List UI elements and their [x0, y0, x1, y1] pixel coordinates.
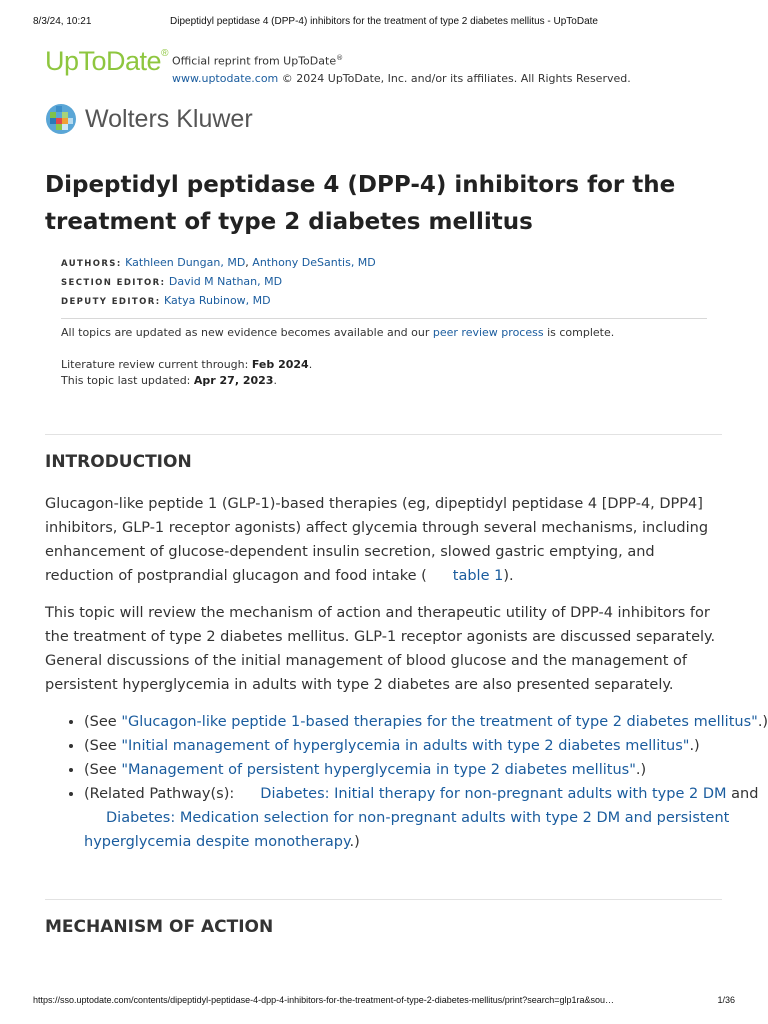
list-item: • (See "Glucagon-like peptide 1-based therapies for the treatment of type 2 diabetes mellitus".): [84, 710, 768, 734]
divider: [45, 434, 722, 435]
section-editor-link[interactable]: David M Nathan, MD: [168, 275, 283, 288]
divider: [61, 318, 707, 319]
uptodate-site-link[interactable]: www.uptodate.com: [172, 71, 279, 85]
lit-review-date: Feb 2024: [251, 358, 309, 371]
review-dates: Literature review current through: Feb 2024. This topic last updated: Apr 27, 2023.: [61, 358, 313, 387]
pathway-link-medication-selection[interactable]: Diabetes: Medication selection for non-pregnant adults with type 2 DM and persistent hyperglycemia despite monotherapy: [84, 810, 730, 850]
print-page-title: Dipeptidyl peptidase 4 (DPP-4) inhibitors for the treatment of type 2 diabetes mellitus - UpToDate: [170, 16, 598, 27]
print-timestamp: 8/3/24, 10:21: [33, 16, 92, 27]
introduction-paragraph-2: This topic will review the mechanism of action and therapeutic utility of DPP-4 inhibitors for the treatment of type 2 diabetes mellitus. GLP-1 receptor agonists are discussed separately. General discussions of the initial management of blood glucose and the management of persistent hyperglycemia in adults with type 2 diabetes are also presented separately.: [45, 605, 716, 693]
wolters-kluwer-name: Wolters Kluwer: [85, 105, 253, 133]
deputy-editor-label: DEPUTY EDITOR:: [61, 297, 161, 307]
peer-review-link[interactable]: peer review process: [432, 326, 544, 339]
article-title: Dipeptidyl peptidase 4 (DPP-4) inhibitors for the treatment of type 2 diabetes mellitus: [45, 172, 676, 235]
page-number: 1/36: [717, 995, 735, 1005]
uptodate-logo[interactable]: [45, 46, 168, 77]
table-1-link[interactable]: table 1: [452, 568, 504, 584]
topic-link-persistent-hyperglycemia[interactable]: "Management of persistent hyperglycemia in type 2 diabetes mellitus": [121, 762, 636, 778]
deputy-editor-link[interactable]: Katya Rubinow, MD: [164, 294, 271, 307]
last-updated-date: Apr 27, 2023: [193, 374, 274, 387]
article-credits: AUTHORS: Kathleen Dungan, MD, Anthony DeSantis, MD SECTION EDITOR: David M Nathan, MD DEPUTY EDITOR: Katya Rubinow, MD: [61, 256, 376, 307]
introduction-heading: INTRODUCTION: [45, 452, 192, 472]
print-header: [33, 16, 735, 30]
uptodate-logo-text: UpToDate: [45, 46, 162, 76]
list-item: • (See "Initial management of hyperglycemia in adults with type 2 diabetes mellitus".): [84, 734, 768, 758]
lit-review-label: Literature review current through:: [61, 358, 252, 371]
divider: [45, 899, 722, 900]
see-also-list: [45, 710, 768, 854]
mechanism-heading: MECHANISM OF ACTION: [45, 917, 274, 937]
introduction-paragraph-1: Glucagon-like peptide 1 (GLP-1)-based therapies (eg, dipeptidyl peptidase 4 [DPP-4, DPP4] inhibitors, GLP-1 receptor agonists) affect glycemia through several mechanisms, including enhancement of glucose-dependent insulin secretion, slowed gastric emptying, and reduction of postprandial glucagon and food intake ( table 1).: [45, 496, 709, 584]
reprint-mark: ®: [336, 54, 344, 62]
topic-link-initial-management[interactable]: "Initial management of hyperglycemia in adults with type 2 diabetes mellitus": [121, 738, 690, 754]
uptodate-logo-mark: ®: [161, 48, 168, 59]
reprint-notice: [172, 50, 631, 87]
authors-label: AUTHORS:: [61, 259, 122, 269]
copyright-text: © 2024 UpToDate, Inc. and/or its affiliates. All Rights Reserved.: [281, 71, 631, 85]
update-note: All topics are updated as new evidence becomes available and our peer review process is complete.: [61, 326, 615, 339]
wolters-kluwer-mosaic-icon: [45, 103, 77, 135]
author-link[interactable]: Kathleen Dungan, MD: [125, 256, 246, 269]
section-editor-label: SECTION EDITOR:: [61, 278, 166, 288]
list-item: • (See "Management of persistent hyperglycemia in type 2 diabetes mellitus".): [84, 758, 768, 782]
print-footer: [33, 995, 735, 1009]
reprint-line: Official reprint from UpToDate: [172, 54, 337, 68]
author-link[interactable]: Anthony DeSantis, MD: [252, 256, 376, 269]
print-url: https://sso.uptodate.com/contents/dipeptidyl-peptidase-4-dpp-4-inhibitors-for-the-treatment-of-type-2-diabetes-mellitus/print?search=glp1ra&sou…: [33, 995, 615, 1005]
topic-link-glp1-therapies[interactable]: "Glucagon-like peptide 1-based therapies for the treatment of type 2 diabetes mellitus": [121, 714, 758, 730]
pathway-link-initial-therapy[interactable]: Diabetes: Initial therapy for non-pregnant adults with type 2 DM: [260, 786, 727, 802]
list-item: • (Related Pathway(s): Diabetes: Initial therapy for non-pregnant adults with type 2 DM andDiabetes: Medication selection for non-pregnant adults with type 2 DM and persistent hyperglycemia despite monotherapy.): [84, 782, 768, 854]
last-updated-label: This topic last updated:: [61, 374, 194, 387]
